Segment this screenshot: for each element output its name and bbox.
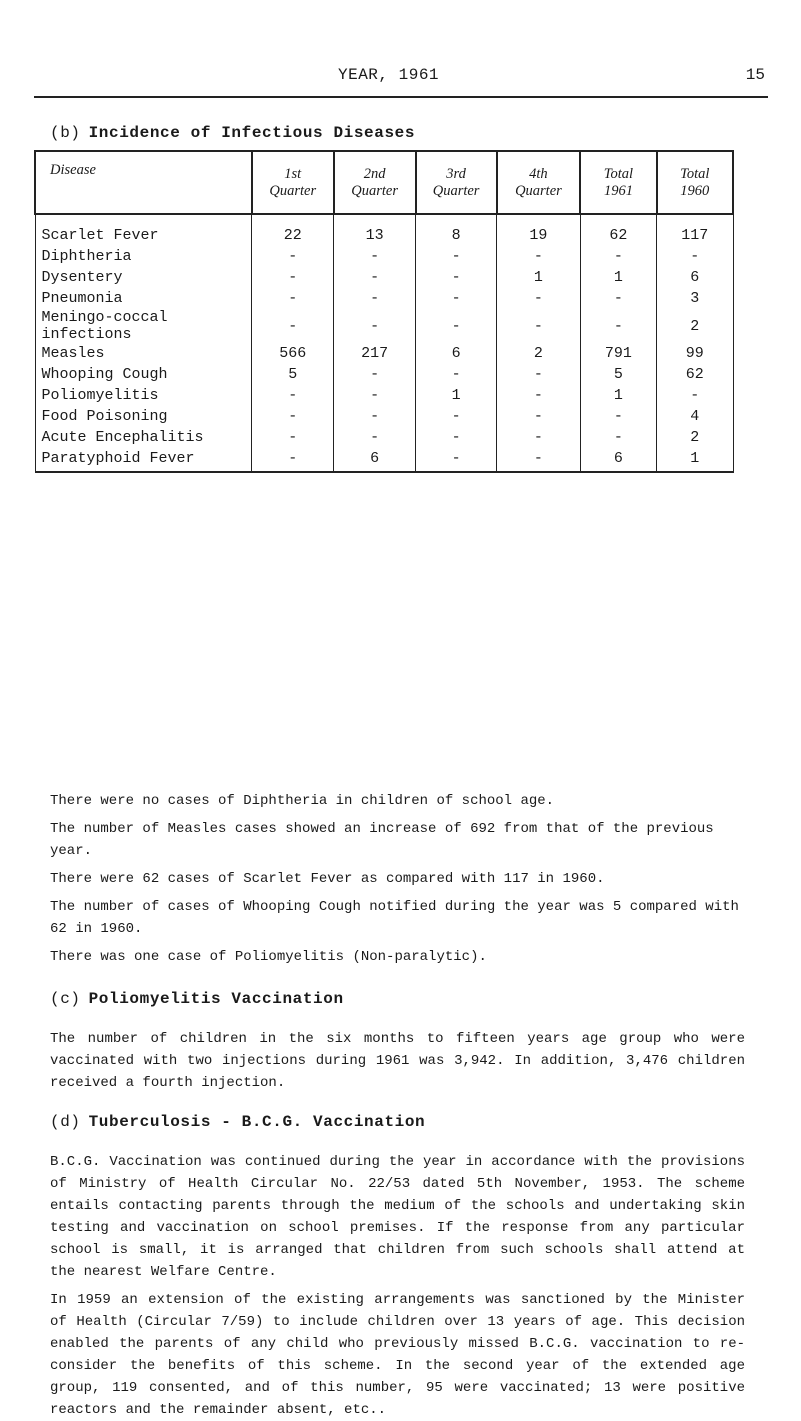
total-1961: 1: [580, 385, 656, 406]
note-diphtheria: There were no cases of Diphtheria in children of school age.: [50, 793, 555, 809]
q3-count: -: [416, 364, 497, 385]
q2-count: -: [334, 385, 416, 406]
q1-count: -: [252, 406, 334, 427]
total-1961: -: [580, 427, 656, 448]
table-header-row: [35, 151, 733, 214]
column-header-total-1960: Total 1960: [657, 151, 733, 214]
total-1960: -: [657, 246, 733, 267]
total-1960: 99: [657, 343, 733, 364]
q4-count: -: [497, 385, 581, 406]
total-1961: -: [580, 309, 656, 343]
column-header-q4: 4th Quarter: [497, 151, 581, 214]
infectious-diseases-table: [34, 150, 734, 473]
table-row: [35, 288, 733, 309]
table-row: [35, 246, 733, 267]
q4-count: -: [497, 427, 581, 448]
disease-name: Diphtheria: [35, 246, 252, 267]
total-1961: -: [580, 288, 656, 309]
q1-count: -: [252, 288, 334, 309]
section-d-paragraph-1: B.C.G. Vaccination was continued during the year in accordance with the provisions of Ministry of Health Circular No. 22/53 dated 5th November, 1953. The scheme entails contacting parents through the medium of the schools and undertaking skin testing and vaccination on school premises. If the response from any particular school is small, it is arranged that children from such schools shall attend at the nearest Welfare Centre.: [50, 1154, 745, 1280]
table-row: [35, 214, 733, 246]
table-row: [35, 427, 733, 448]
disease-name: Whooping Cough: [35, 364, 252, 385]
section-c-label: (c): [50, 990, 81, 1008]
column-header-disease: Disease: [35, 151, 252, 214]
q4-count: 1: [497, 267, 581, 288]
total-1960: -: [657, 385, 733, 406]
q3-count: -: [416, 288, 497, 309]
q1-count: -: [252, 267, 334, 288]
total-1960: 6: [657, 267, 733, 288]
page-number: 15: [745, 66, 765, 84]
q4-count: -: [497, 364, 581, 385]
section-d-heading: [50, 1113, 425, 1131]
q1-count: 566: [252, 343, 334, 364]
table-row: [35, 385, 733, 406]
section-b-title: Incidence of Infectious Diseases: [88, 124, 416, 142]
table-row: [35, 267, 733, 288]
q2-count: 6: [334, 448, 416, 472]
disease-name: Acute Encephalitis: [35, 427, 252, 448]
total-1960: 1: [657, 448, 733, 472]
total-1961: 62: [580, 214, 656, 246]
total-1961: 1: [580, 267, 656, 288]
column-header-q2: 2nd Quarter: [334, 151, 416, 214]
total-1961: 791: [580, 343, 656, 364]
q1-count: -: [252, 309, 334, 343]
q2-count: 13: [334, 214, 416, 246]
disease-name: Measles: [35, 343, 252, 364]
running-header-year: YEAR, 1961: [338, 66, 440, 84]
column-header-q1: 1st Quarter: [252, 151, 334, 214]
table-row: [35, 448, 733, 472]
disease-name: Paratyphoid Fever: [35, 448, 252, 472]
header-rule: [34, 96, 768, 98]
q2-count: -: [334, 267, 416, 288]
q3-count: -: [416, 427, 497, 448]
q4-count: -: [497, 406, 581, 427]
section-b-heading: [50, 124, 415, 142]
q4-count: -: [497, 448, 581, 472]
total-1961: 6: [580, 448, 656, 472]
section-b-label: (b): [50, 124, 81, 142]
table-row: [35, 309, 733, 343]
q4-count: -: [497, 246, 581, 267]
note-measles: The number of Measles cases showed an increase of 692 from that of the previous year.: [50, 821, 714, 859]
q2-count: 217: [334, 343, 416, 364]
q1-count: -: [252, 448, 334, 472]
total-1960: 3: [657, 288, 733, 309]
total-1960: 4: [657, 406, 733, 427]
disease-name: Pneumonia: [35, 288, 252, 309]
q2-count: -: [334, 288, 416, 309]
section-d-paragraph-2: In 1959 an extension of the existing arrangements was sanctioned by the Minister of Health (Circular 7/59) to include children over 13 years of age. This decision enabled the parents of any child who previously missed B.C.G. vaccination to re-consider the benefits of this scheme. In the second year of the extended age group, 119 consented, and of this number, 95 were vaccinated; 13 were positive reactors and the remainder absent, etc..: [50, 1292, 745, 1418]
note-poliomyelitis: There was one case of Poliomyelitis (Non-paralytic).: [50, 949, 487, 965]
total-1960: 117: [657, 214, 733, 246]
total-1961: -: [580, 406, 656, 427]
disease-name: Meningo-coccal infections: [35, 309, 252, 343]
total-1960: 2: [657, 427, 733, 448]
q3-count: -: [416, 267, 497, 288]
disease-name: Poliomyelitis: [35, 385, 252, 406]
q3-count: 6: [416, 343, 497, 364]
q4-count: -: [497, 288, 581, 309]
q4-count: 2: [497, 343, 581, 364]
q4-count: 19: [497, 214, 581, 246]
disease-name: Scarlet Fever: [35, 214, 252, 246]
q3-count: -: [416, 246, 497, 267]
q2-count: -: [334, 309, 416, 343]
q1-count: -: [252, 246, 334, 267]
q4-count: -: [497, 309, 581, 343]
section-c-paragraph: The number of children in the six months to fifteen years age group who were vaccinated with two injections during 1961 was 3,942. In addition, 3,476 children received a fourth injection.: [50, 1031, 745, 1091]
column-header-total-1961: Total 1961: [580, 151, 656, 214]
section-d-title: Tuberculosis - B.C.G. Vaccination: [88, 1113, 426, 1131]
total-1960: 2: [657, 309, 733, 343]
section-c-title: Poliomyelitis Vaccination: [88, 990, 344, 1008]
q2-count: -: [334, 364, 416, 385]
total-1961: -: [580, 246, 656, 267]
disease-name: Food Poisoning: [35, 406, 252, 427]
q1-count: 5: [252, 364, 334, 385]
note-scarlet-fever: There were 62 cases of Scarlet Fever as compared with 117 in 1960.: [50, 871, 605, 887]
q3-count: 1: [416, 385, 497, 406]
q1-count: -: [252, 427, 334, 448]
q2-count: -: [334, 406, 416, 427]
total-1961: 5: [580, 364, 656, 385]
q3-count: 8: [416, 214, 497, 246]
q3-count: -: [416, 406, 497, 427]
total-1960: 62: [657, 364, 733, 385]
table-row: [35, 364, 733, 385]
q1-count: 22: [252, 214, 334, 246]
note-whooping-cough: The number of cases of Whooping Cough notified during the year was 5 compared with 62 in 1960.: [50, 899, 739, 937]
q2-count: -: [334, 427, 416, 448]
section-d-label: (d): [50, 1113, 81, 1131]
table-row: [35, 406, 733, 427]
q3-count: -: [416, 448, 497, 472]
column-header-q3: 3rd Quarter: [416, 151, 497, 214]
q2-count: -: [334, 246, 416, 267]
q3-count: -: [416, 309, 497, 343]
table-row: [35, 343, 733, 364]
disease-name: Dysentery: [35, 267, 252, 288]
q1-count: -: [252, 385, 334, 406]
section-c-heading: [50, 990, 344, 1008]
